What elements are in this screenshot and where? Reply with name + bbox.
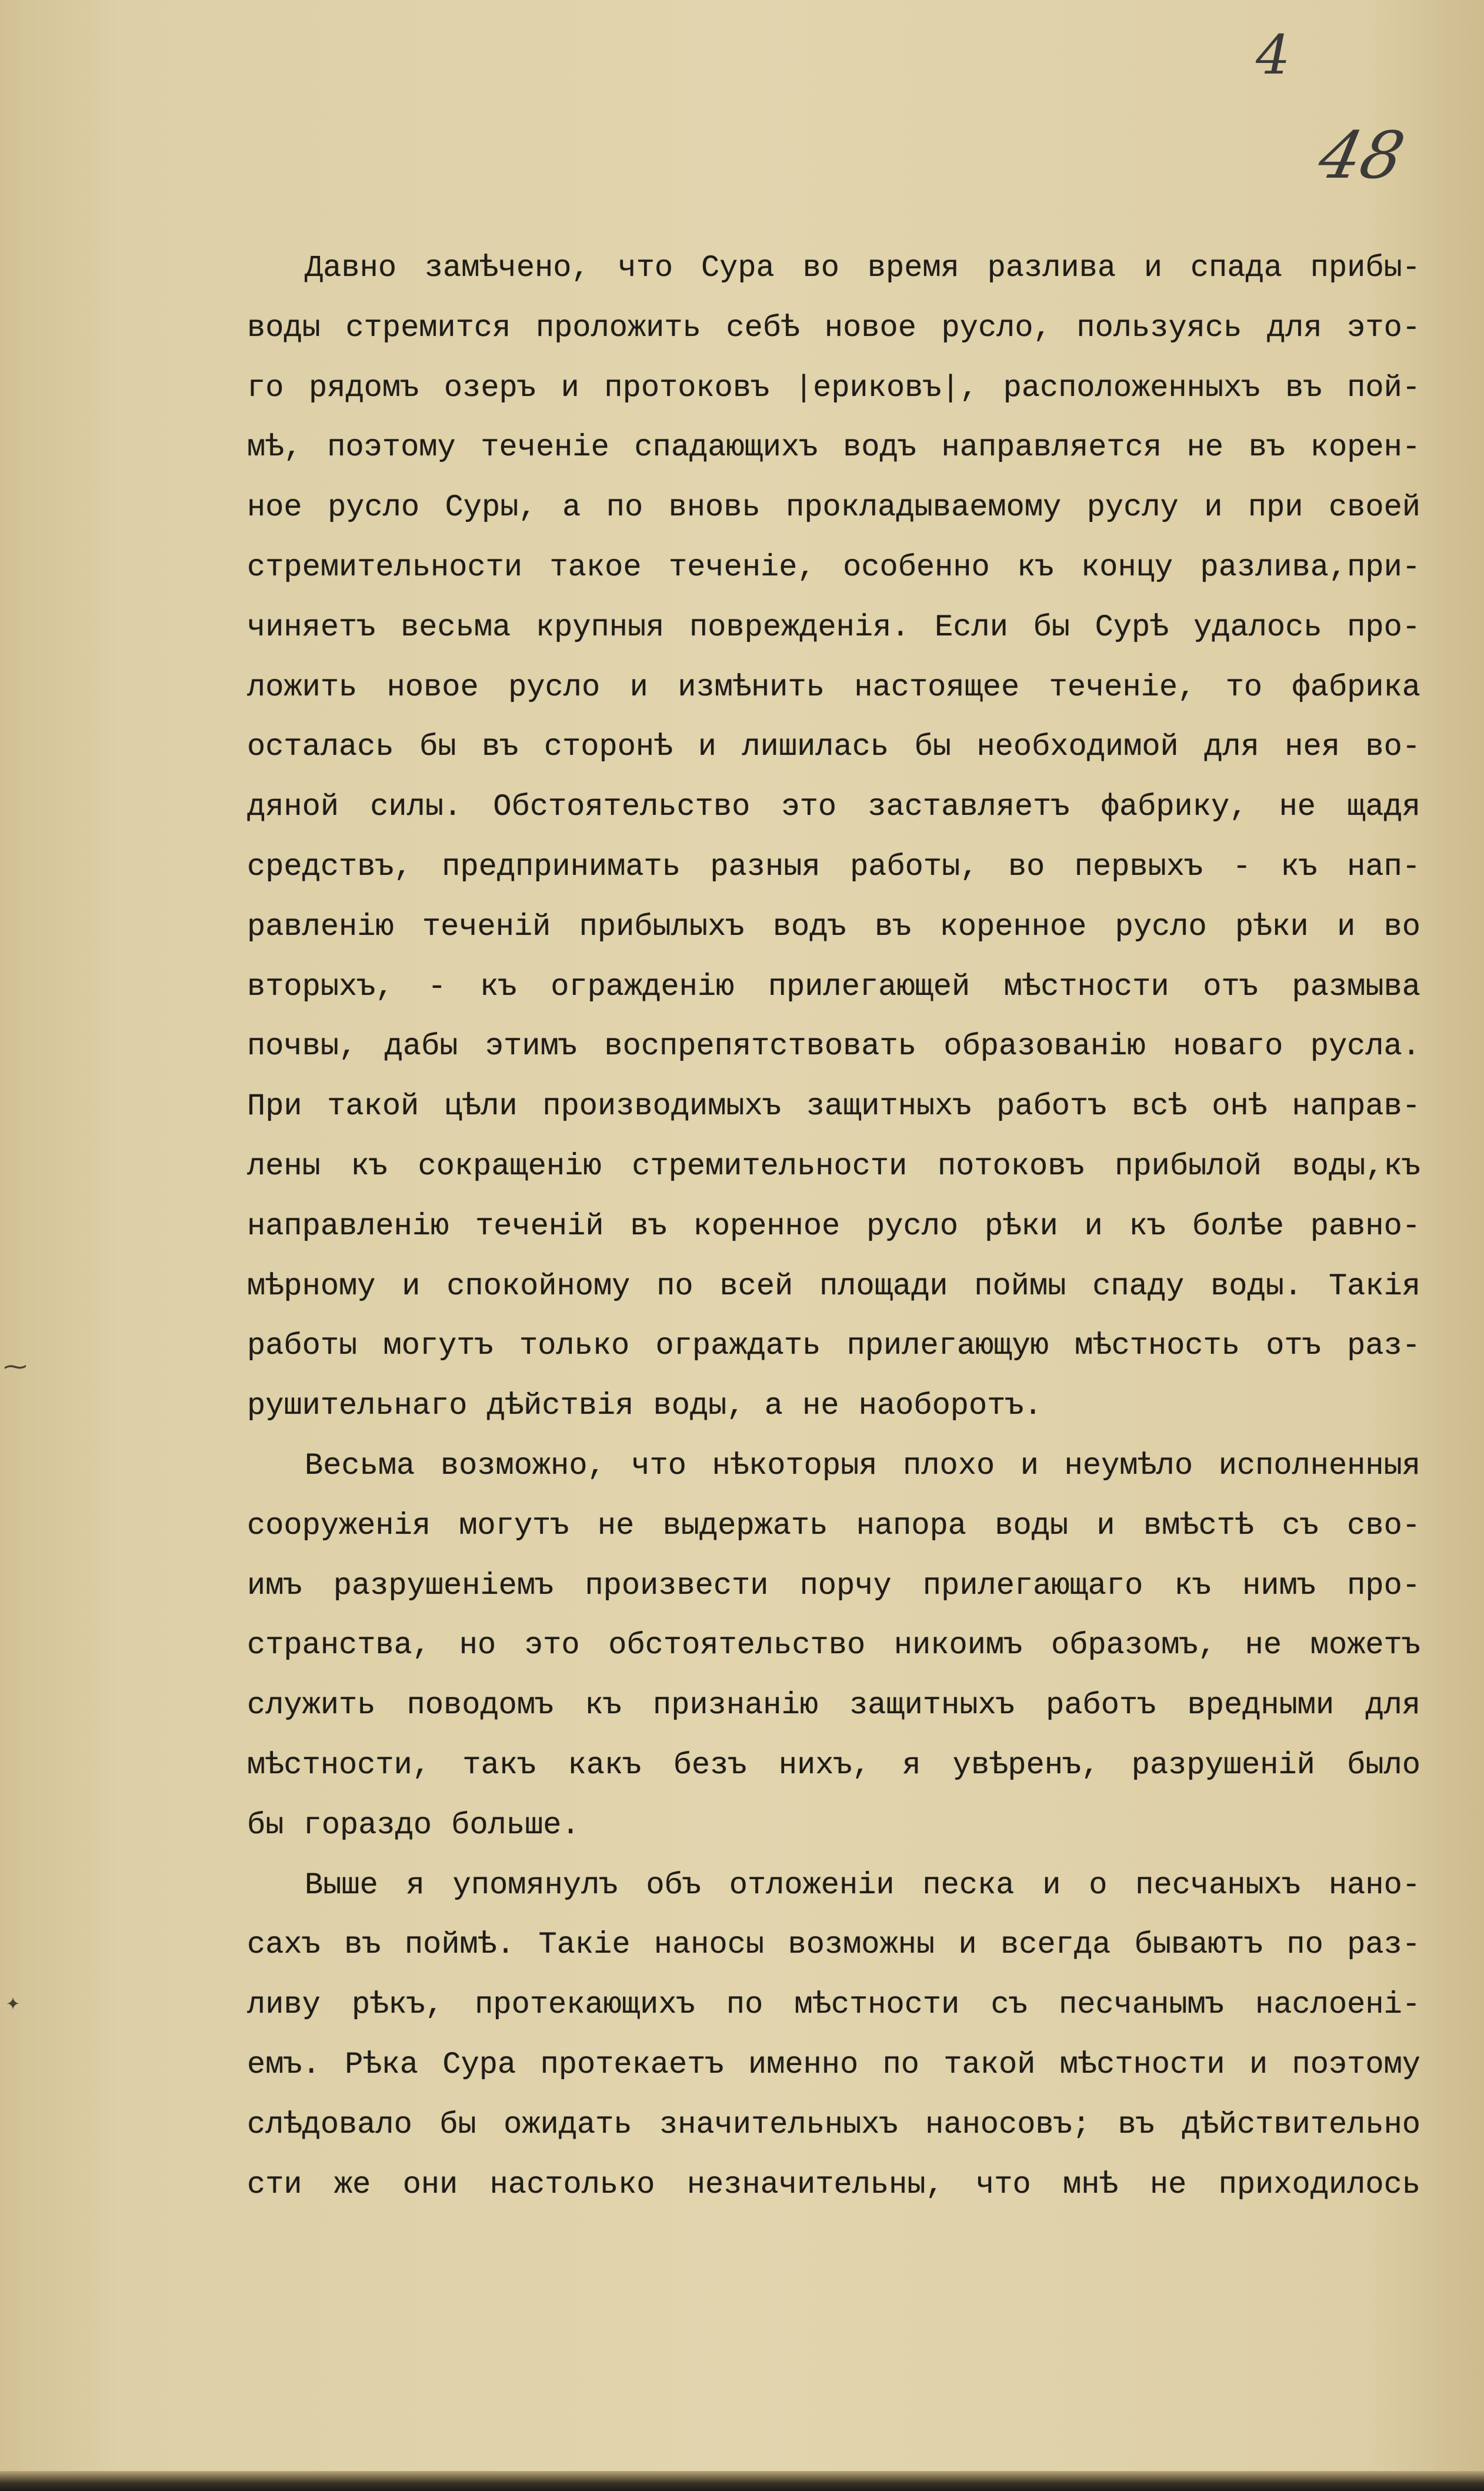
- page-edge: [0, 2471, 1484, 2491]
- margin-mark: ✦: [6, 1991, 21, 2017]
- text-line: Давно замѣчено, что Сура во время разлива и спада прибы-: [305, 251, 1420, 285]
- text-line: лены къ сокращенію стремительности потоковъ прибылой воды,къ: [247, 1148, 1420, 1184]
- text-line: При такой цѣли производимыхъ защитныхъ работъ всѣ онѣ направ-: [247, 1089, 1420, 1124]
- text-line: странства, но это обстоятельство никоимъ образомъ, не можетъ: [247, 1628, 1420, 1663]
- text-line: рушительнаго дѣйствія воды, а не наоборотъ.: [247, 1388, 1042, 1424]
- text-line: ливу рѣкъ, протекающихъ по мѣстности съ песчанымъ наслоені-: [247, 1987, 1420, 2023]
- text-line: бы гораздо больше.: [247, 1807, 580, 1843]
- handwritten-page-number: 4: [1256, 24, 1290, 86]
- text-line: работы могутъ только ограждать прилегающую мѣстность отъ раз-: [247, 1328, 1420, 1364]
- text-line: емъ. Рѣка Сура протекаетъ именно по такой мѣстности и поэтому: [247, 2047, 1420, 2082]
- text-line: чиняетъ весьма крупныя поврежденія. Если бы Сурѣ удалось про-: [247, 610, 1420, 645]
- text-line: воды стремится проложить себѣ новое русло, пользуясь для это-: [247, 310, 1420, 345]
- text-line: направленію теченій въ коренное русло рѣки и къ болѣе равно-: [247, 1208, 1420, 1244]
- text-line: мѣ, поэтому теченіе спадающихъ водъ направляется не въ корен-: [247, 430, 1420, 465]
- text-line: Весьма возможно, что нѣкоторыя плохо и неумѣло исполненныя: [305, 1448, 1420, 1483]
- text-line: мѣстности, такъ какъ безъ нихъ, я увѣренъ, разрушеній было: [247, 1747, 1420, 1783]
- text-line: мѣрному и спокойному по всей площади поймы спаду воды. Такія: [247, 1268, 1420, 1304]
- text-line: имъ разрушеніемъ произвести порчу прилегающаго къ нимъ про-: [247, 1568, 1420, 1603]
- archival-folio-number: 48: [1312, 118, 1411, 193]
- text-line: почвы, дабы этимъ воспрепятствовать образованію новаго русла.: [247, 1029, 1420, 1064]
- text-line: средствъ, предпринимать разныя работы, во первыхъ - къ нап-: [247, 849, 1420, 884]
- text-line: осталась бы въ сторонѣ и лишилась бы необходимой для нея во-: [247, 730, 1420, 765]
- text-line: стремительности такое теченіе, особенно къ концу разлива,при-: [247, 550, 1420, 585]
- text-line: ное русло Суры, а по вновь прокладываемому руслу и при своей: [247, 490, 1420, 525]
- text-line: сооруженія могутъ не выдержать напора воды и вмѣстѣ съ сво-: [247, 1508, 1420, 1543]
- text-line: вторыхъ, - къ огражденію прилегающей мѣстности отъ размыва: [247, 969, 1420, 1004]
- text-line: ложить новое русло и измѣнить настоящее теченіе, то фабрика: [247, 670, 1420, 705]
- text-line: слѣдовало бы ожидать значительныхъ наносовъ; въ дѣйствительно: [247, 2107, 1420, 2142]
- text-line: сахъ въ поймѣ. Такіе наносы возможны и всегда бываютъ по раз-: [247, 1927, 1420, 1963]
- text-line: дяной силы. Обстоятельство это заставляетъ фабрику, не щадя: [247, 790, 1420, 825]
- text-line: Выше я упомянулъ объ отложеніи песка и о песчаныхъ нано-: [305, 1867, 1420, 1903]
- document-body: [247, 238, 1420, 2214]
- text-line: служить поводомъ къ признанію защитныхъ работъ вредными для: [247, 1688, 1420, 1723]
- text-line: го рядомъ озеръ и протоковъ |ериковъ|, расположенныхъ въ пой-: [247, 370, 1420, 405]
- margin-mark: ⁓: [4, 1356, 27, 1382]
- text-line: сти же они настолько незначительны, что мнѣ не приходилось: [247, 2167, 1420, 2202]
- text-line: равленію теченій прибылыхъ водъ въ коренное русло рѣки и во: [247, 909, 1420, 944]
